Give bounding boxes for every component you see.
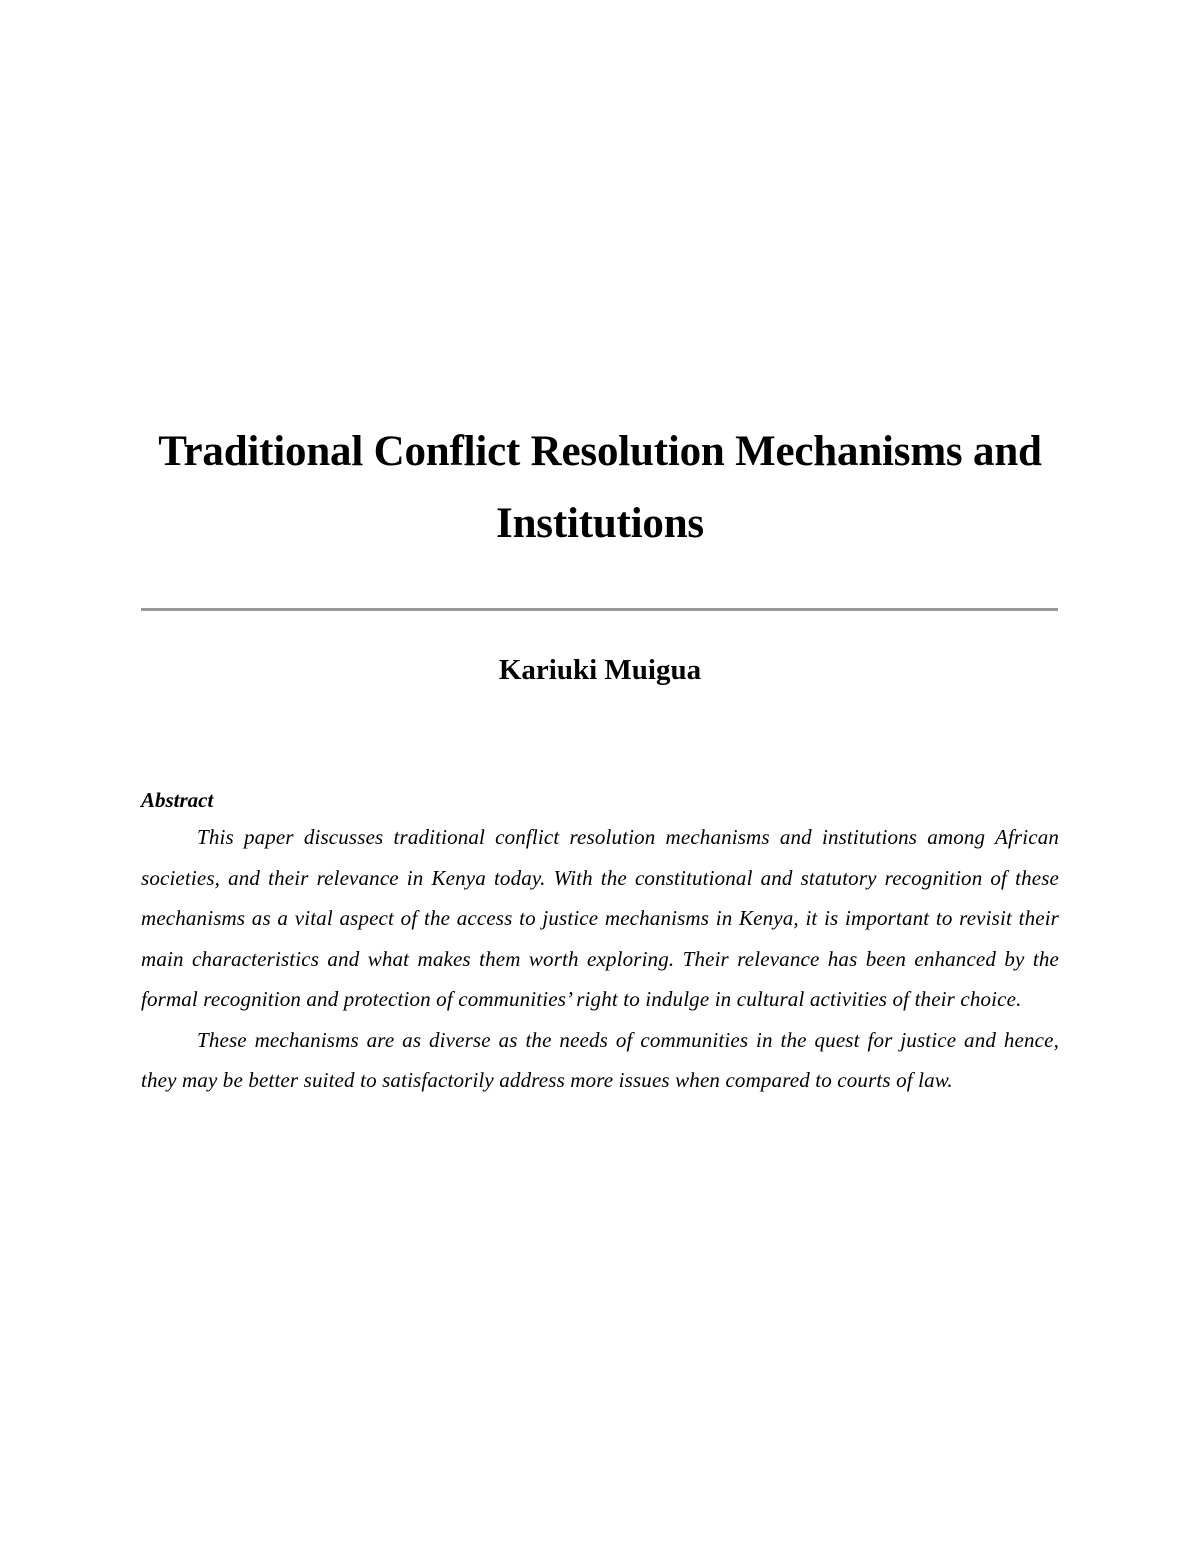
paper-title [141, 416, 1059, 560]
abstract-section [141, 783, 1059, 1101]
abstract-heading: Abstract [141, 788, 214, 812]
paper-title-line-2: Institutions [496, 500, 704, 547]
abstract-paragraph-1: This paper discusses traditional conflict resolution mechanisms and institutions among African societies, and their relevance in Kenya today. With the constitutional and statutory recognition of these mechanisms as a vital aspect of the access to justice mechanisms in Kenya, it is important to revisit their main characteristics and what makes them worth exploring. Their relevance has been enhanced by the formal recognition and protection of communities’ right to indulge in cultural activities of their choice. [141, 825, 1059, 1011]
title-divider [141, 608, 1058, 611]
author-name: Kariuki Muigua [498, 654, 702, 686]
abstract-paragraph-2: These mechanisms are as diverse as the needs of communities in the quest for justice and hence, they may be better suited to satisfactorily address more issues when compared to courts of law. [141, 1027, 1059, 1092]
paper-title-line-1: Traditional Conflict Resolution Mechanisms and [158, 428, 1042, 475]
